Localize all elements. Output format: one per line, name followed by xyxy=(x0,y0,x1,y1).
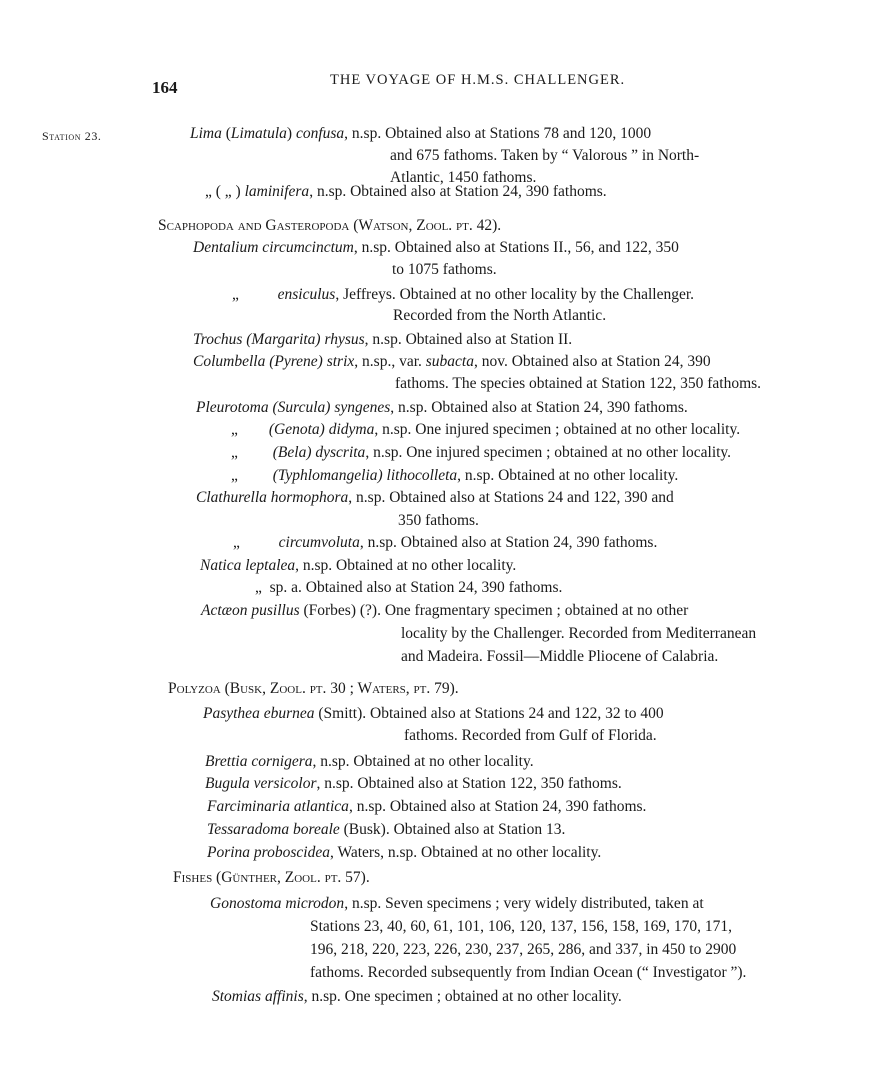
entry-bela: „ (Bela) dyscrita, n.sp. One injured specimen ; obtained at no other locality. xyxy=(231,444,732,461)
page-number: 164 xyxy=(152,78,178,97)
entry-natica-sp: „ sp. a. Obtained also at Station 24, 390 fathoms. xyxy=(255,579,563,596)
entry-circumvoluta: „ circumvoluta, n.sp. Obtained also at Station 24, 390 fathoms. xyxy=(233,534,658,551)
entry-actaeon-cont2: and Madeira. Fossil—Middle Pliocene of Calabria. xyxy=(401,648,719,665)
entry-actaeon-cont1: locality by the Challenger. Recorded from Mediterranean xyxy=(401,625,757,642)
entry-typhlomangelia: „ (Typhlomangelia) lithocolleta, n.sp. Obtained at no other locality. xyxy=(231,467,679,484)
entry-lima-confusa-cont1: and 675 fathoms. Taken by “ Valorous ” in North- xyxy=(390,147,700,164)
entry-natica-leptalea: Natica leptalea, n.sp. Obtained at no other locality. xyxy=(200,557,517,574)
entry-gonostoma-cont3: fathoms. Recorded subsequently from Indian Ocean (“ Investigator ”). xyxy=(310,964,747,981)
entry-lima-confusa-cont2: Atlantic, 1450 fathoms. xyxy=(390,169,537,186)
entry-lima-confusa: Lima (Limatula) confusa, n.sp. Obtained also at Stations 78 and 120, 1000 xyxy=(190,125,652,142)
entry-farciminaria: Farciminaria atlantica, n.sp. Obtained also at Station 24, 390 fathoms. xyxy=(207,798,647,815)
entry-gonostoma: Gonostoma microdon, n.sp. Seven specimens ; very widely distributed, taken at xyxy=(210,895,704,912)
entry-tessaradoma: Tessaradoma boreale (Busk). Obtained also at Station 13. xyxy=(207,821,566,838)
entry-stomias: Stomias affinis, n.sp. One specimen ; obtained at no other locality. xyxy=(212,988,622,1005)
entry-columbella-cont: fathoms. The species obtained at Station 122, 350 fathoms. xyxy=(395,375,762,392)
entry-pasythea: Pasythea eburnea (Smitt). Obtained also at Stations 24 and 122, 32 to 400 xyxy=(203,705,664,722)
entry-gonostoma-cont2: 196, 218, 220, 223, 226, 230, 237, 265, 286, and 337, in 450 to 2900 xyxy=(310,941,737,958)
entry-columbella: Columbella (Pyrene) strix, n.sp., var. subacta, nov. Obtained also at Station 24, 390 xyxy=(193,353,711,370)
entry-gonostoma-cont1: Stations 23, 40, 60, 61, 101, 106, 120, 137, 156, 158, 169, 170, 171, xyxy=(310,918,732,935)
entry-dentalium: Dentalium circumcinctum, n.sp. Obtained also at Stations II., 56, and 122, 350 xyxy=(193,239,679,256)
running-title: THE VOYAGE OF H.M.S. CHALLENGER. xyxy=(330,72,626,88)
margin-station-note: Station 23. xyxy=(42,129,102,143)
entry-lima-laminifera: „ ( „ ) laminifera, n.sp. Obtained also at Station 24, 390 fathoms. xyxy=(205,183,607,200)
entry-genota: „ (Genota) didyma, n.sp. One injured specimen ; obtained at no other locality. xyxy=(231,421,741,438)
entry-bugula: Bugula versicolor, n.sp. Obtained also at Station 122, 350 fathoms. xyxy=(205,775,622,792)
entry-pleurotoma: Pleurotoma (Surcula) syngenes, n.sp. Obtained also at Station 24, 390 fathoms. xyxy=(196,399,688,416)
section-heading-scaphopoda: Scaphopoda and Gasteropoda (Watson, Zool. pt. 42). xyxy=(158,217,502,234)
entry-dentalium-cont: to 1075 fathoms. xyxy=(392,261,497,278)
entry-porina: Porina proboscidea, Waters, n.sp. Obtained at no other locality. xyxy=(207,844,602,861)
entry-actaeon: Actæon pusillus (Forbes) (?). One fragmentary specimen ; obtained at no other xyxy=(201,602,689,619)
entry-clathurella: Clathurella hormophora, n.sp. Obtained also at Stations 24 and 122, 390 and xyxy=(196,489,674,506)
entry-trochus: Trochus (Margarita) rhysus, n.sp. Obtained also at Station II. xyxy=(193,331,573,348)
section-heading-fishes: Fishes (Günther, Zool. pt. 57). xyxy=(173,869,370,886)
entry-ensiculus: „ ensiculus, Jeffreys. Obtained at no other locality by the Challenger. xyxy=(232,286,695,303)
section-heading-polyzoa: Polyzoa (Busk, Zool. pt. 30 ; Waters, pt. 79). xyxy=(168,680,459,697)
entry-brettia: Brettia cornigera, n.sp. Obtained at no other locality. xyxy=(205,753,534,770)
entry-pasythea-cont: fathoms. Recorded from Gulf of Florida. xyxy=(404,727,657,744)
entry-clathurella-cont: 350 fathoms. xyxy=(398,512,479,529)
entry-ensiculus-cont: Recorded from the North Atlantic. xyxy=(393,307,607,324)
